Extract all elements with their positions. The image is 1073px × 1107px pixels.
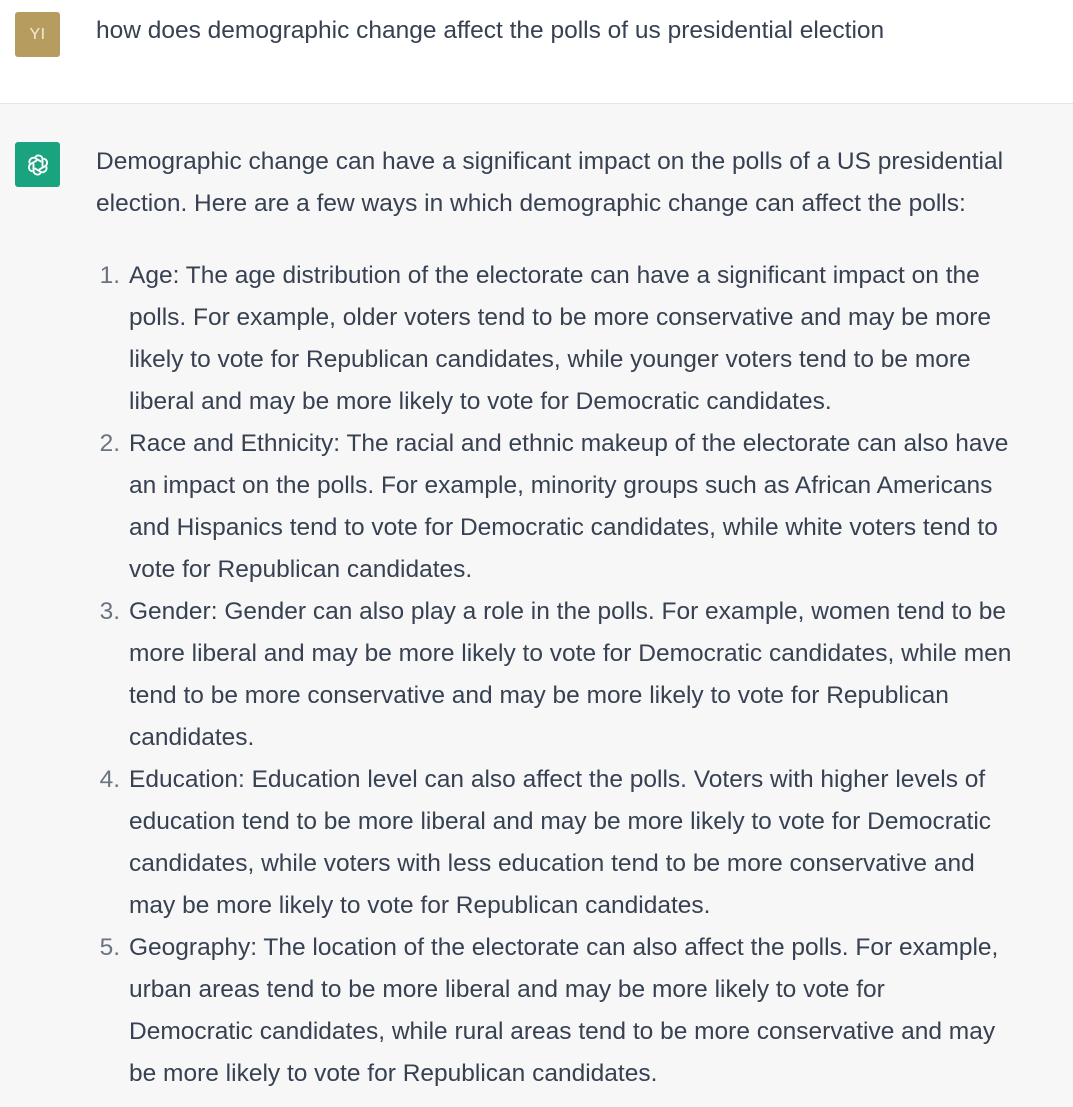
demographic-factor-list	[96, 255, 1073, 1095]
assistant-answer	[96, 141, 1073, 1095]
list-item-line: be more likely to vote for Republican candidates.	[129, 1060, 658, 1087]
list-item-line: polls. For example, older voters tend to be more conservative and may be more	[129, 304, 991, 331]
list-item-line: education tend to be more liberal and may be more likely to vote for Democratic	[129, 808, 992, 835]
openai-logo-icon	[23, 150, 53, 180]
intro-line: election. Here are a few ways in which demographic change can affect the polls:	[96, 190, 966, 217]
list-item-line: an impact on the polls. For example, minority groups such as African Americans	[129, 472, 993, 499]
list-item-line: Geography: The location of the electorate can also affect the polls. For example,	[129, 934, 999, 961]
list-item-line: may be more likely to vote for Republican candidates.	[129, 892, 711, 919]
list-item-line: candidates.	[129, 724, 255, 751]
list-item-number: 3.	[99, 598, 120, 625]
assistant-avatar	[15, 142, 60, 187]
list-item-number: 4.	[99, 766, 120, 793]
user-message	[0, 0, 1073, 104]
list-item-number: 2.	[99, 430, 120, 457]
list-item-number: 5.	[99, 934, 120, 961]
list-item-number: 1.	[99, 262, 120, 289]
list-item-line: Education: Education level can also affect the polls. Voters with higher levels of	[129, 766, 986, 793]
list-item-line: Gender: Gender can also play a role in the polls. For example, women tend to be	[129, 598, 1007, 625]
list-item-line: Race and Ethnicity: The racial and ethnic makeup of the electorate can also have	[129, 430, 1009, 457]
intro-line: Demographic change can have a significant impact on the polls of a US presidential	[96, 148, 1004, 175]
list-item-line: Democratic candidates, while rural areas tend to be more conservative and may	[129, 1018, 996, 1045]
list-item	[96, 591, 1073, 759]
user-avatar: YI	[15, 12, 60, 57]
answer-intro	[96, 141, 1073, 225]
list-item-line: vote for Republican candidates.	[129, 556, 473, 583]
list-item-line: and Hispanics tend to vote for Democratic candidates, while white voters tend to	[129, 514, 998, 541]
assistant-message	[0, 105, 1073, 1107]
list-item-line: urban areas tend to be more liberal and may be more likely to vote for	[129, 976, 885, 1003]
list-item-line: candidates, while voters with less education tend to be more conservative and	[129, 850, 975, 877]
list-item-line: liberal and may be more likely to vote for Democratic candidates.	[129, 388, 832, 415]
list-item	[96, 255, 1073, 423]
user-prompt-text: how does demographic change affect the polls of us presidential election	[96, 17, 885, 44]
list-item-line: tend to be more conservative and may be more likely to vote for Republican	[129, 682, 949, 709]
list-item	[96, 423, 1073, 591]
list-item-line: Age: The age distribution of the electorate can have a significant impact on the	[129, 262, 980, 289]
list-item	[96, 927, 1073, 1095]
list-item-line: likely to vote for Republican candidates, while younger voters tend to be more	[129, 346, 971, 373]
list-item-line: more liberal and may be more likely to vote for Democratic candidates, while men	[129, 640, 1012, 667]
list-item	[96, 759, 1073, 927]
